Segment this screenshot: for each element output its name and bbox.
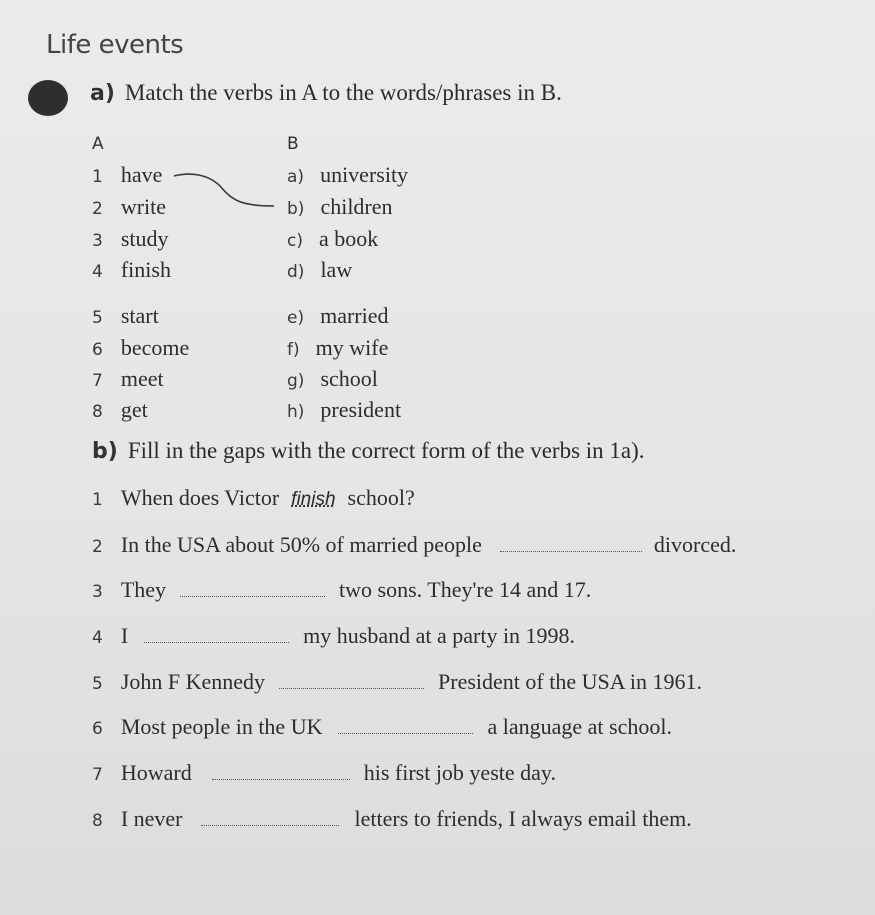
- sentence-number: 8: [92, 811, 103, 831]
- verb-number: 6: [92, 340, 103, 360]
- phrase-text: president: [320, 397, 402, 422]
- verb-number: 2: [92, 199, 103, 219]
- verb-item: [92, 162, 162, 188]
- sentence: [92, 623, 575, 649]
- answer-gap[interactable]: [144, 624, 289, 643]
- phrase-text: a book: [318, 226, 379, 251]
- filled-answer[interactable]: finish: [291, 489, 336, 510]
- sentence-after: letters to friends, I always email them.: [354, 806, 692, 831]
- sentence-before: They: [120, 577, 167, 602]
- verb-item: [92, 257, 171, 283]
- phrase-item: [287, 397, 401, 423]
- sentence-after: school?: [347, 485, 415, 510]
- verb-word: finish: [120, 257, 171, 282]
- part-b-letter: b): [92, 439, 118, 464]
- verb-item: [92, 335, 189, 361]
- answer-gap[interactable]: [212, 761, 350, 780]
- verb-item: [92, 303, 159, 329]
- phrase-item: [287, 226, 378, 252]
- verb-word: get: [120, 397, 148, 422]
- sentence-number: 7: [92, 765, 103, 785]
- sentence-before: I never: [120, 806, 183, 831]
- answer-gap[interactable]: [201, 807, 339, 826]
- phrase-text: married: [320, 303, 389, 328]
- verb-word: study: [120, 226, 169, 251]
- part-b-instruction: [92, 438, 645, 464]
- sentence-number: 5: [92, 674, 103, 694]
- section-title: Life events: [46, 30, 184, 60]
- part-a-instruction: [90, 80, 562, 106]
- phrase-item: [287, 257, 352, 283]
- sentence-after: two sons. They're 14 and 17.: [339, 577, 592, 602]
- sentence-before: I: [120, 623, 129, 648]
- sentence-before: John F Kennedy: [120, 669, 266, 694]
- phrase-item: [287, 162, 408, 188]
- sentence-number: 1: [92, 490, 103, 510]
- verb-item: [92, 366, 164, 392]
- sentence-before: When does Victor: [120, 485, 280, 510]
- phrase-text: university: [320, 162, 409, 187]
- verb-item: [92, 194, 166, 220]
- sentence: [92, 760, 556, 786]
- sentence: [92, 532, 736, 558]
- answer-gap[interactable]: [500, 533, 642, 552]
- answer-gap[interactable]: [279, 670, 424, 689]
- answer-gap[interactable]: [338, 715, 473, 734]
- sentence-number: 2: [92, 537, 103, 557]
- part-b-instruction-text: Fill in the gaps with the correct form of the verbs in 1a).: [127, 438, 645, 463]
- sentence-before: Most people in the UK: [120, 714, 323, 739]
- phrase-letter: e): [287, 308, 305, 328]
- verb-number: 7: [92, 371, 103, 391]
- phrase-letter: g): [287, 371, 305, 391]
- phrase-text: school: [320, 366, 378, 391]
- answer-gap[interactable]: [180, 578, 325, 597]
- sentence-after: my husband at a party in 1998.: [303, 623, 576, 648]
- phrase-letter: h): [287, 402, 305, 422]
- sentence: [92, 485, 415, 511]
- column-b-header: B: [287, 134, 299, 154]
- phrase-item: [287, 366, 378, 392]
- sentence-after: President of the USA in 1961.: [438, 669, 703, 694]
- sentence: [92, 714, 672, 740]
- sentence-before: Howard: [120, 760, 192, 785]
- phrase-letter: c): [287, 231, 303, 251]
- sentence-number: 4: [92, 628, 103, 648]
- sentence-number: 3: [92, 582, 103, 602]
- verb-number: 8: [92, 402, 103, 422]
- sentence-after: his first job yeste day.: [363, 760, 556, 785]
- sentence: [92, 806, 692, 832]
- verb-item: [92, 397, 148, 423]
- sentence-after: a language at school.: [487, 714, 672, 739]
- phrase-text: law: [320, 257, 353, 282]
- part-a-letter: a): [90, 81, 115, 106]
- part-a-instruction-text: Match the verbs in A to the words/phrases in B.: [124, 80, 562, 105]
- verb-item: [92, 226, 169, 252]
- sentence: [92, 669, 702, 695]
- sentence-number: 6: [92, 719, 103, 739]
- matching-line: [170, 168, 280, 214]
- sentence-before: In the USA about 50% of married people: [120, 532, 482, 557]
- verb-number: 5: [92, 308, 103, 328]
- sentence: [92, 577, 591, 603]
- phrase-item: [287, 335, 388, 361]
- verb-word: have: [120, 162, 163, 187]
- phrase-letter: f): [287, 340, 300, 360]
- verb-number: 3: [92, 231, 103, 251]
- verb-number: 1: [92, 167, 103, 187]
- phrase-item: [287, 303, 389, 329]
- phrase-letter: d): [287, 262, 305, 282]
- phrase-text: my wife: [315, 335, 389, 360]
- phrase-item: [287, 194, 393, 220]
- phrase-letter: b): [287, 199, 305, 219]
- verb-word: become: [120, 335, 190, 360]
- column-a-header: A: [92, 134, 104, 154]
- verb-word: write: [120, 194, 167, 219]
- phrase-text: children: [320, 194, 393, 219]
- verb-number: 4: [92, 262, 103, 282]
- sentence-after: divorced.: [653, 532, 737, 557]
- verb-word: meet: [120, 366, 164, 391]
- exercise-number-badge: [28, 80, 68, 116]
- verb-word: start: [120, 303, 159, 328]
- phrase-letter: a): [287, 167, 305, 187]
